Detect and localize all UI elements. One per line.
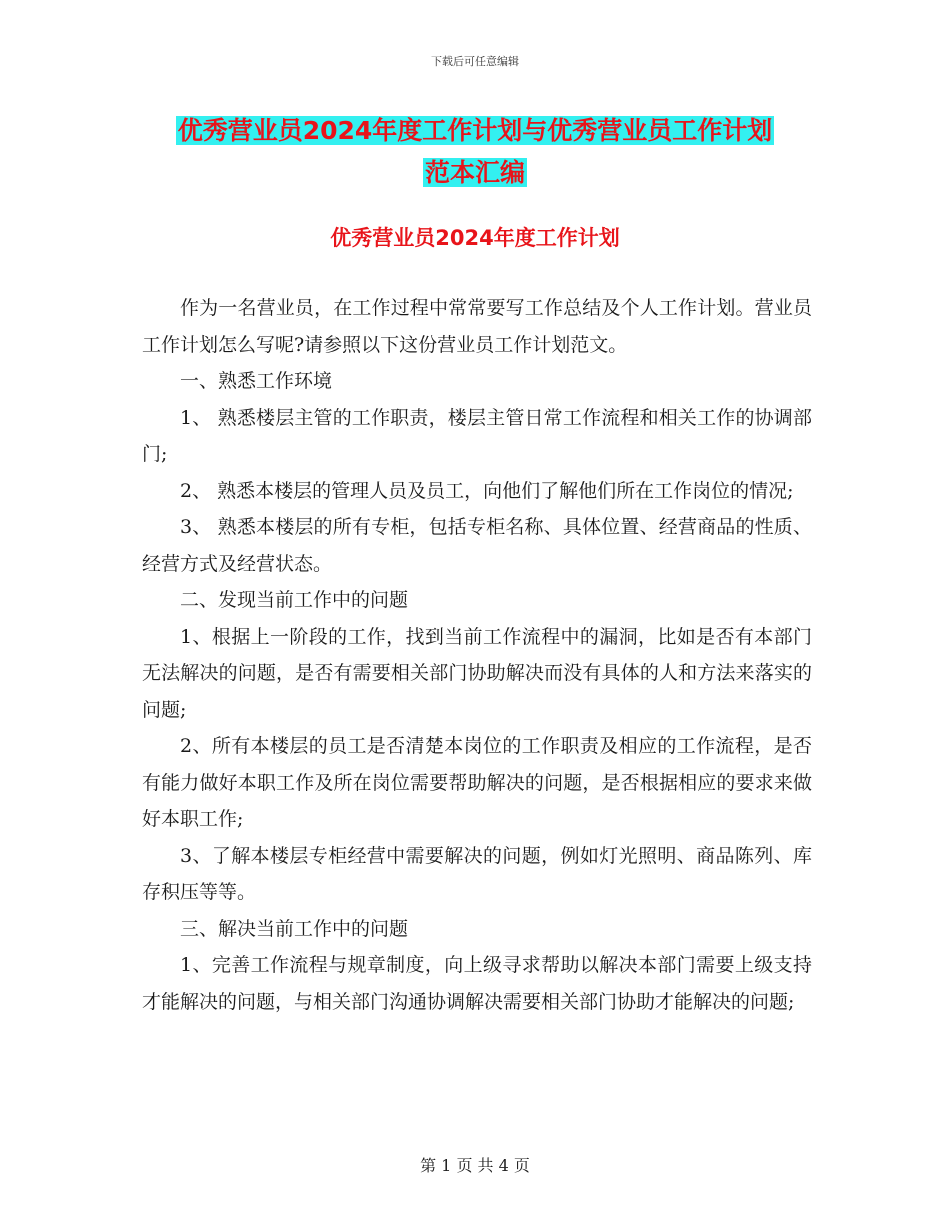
paragraph: 2、 熟悉本楼层的管理人员及员工，向他们了解他们所在工作岗位的情况; — [180, 479, 794, 502]
paragraph: 1、根据上一阶段的工作，找到当前工作流程中的漏洞，比如是否有本部门无法解决的问题，是否有需要相关部门协助解决而没有具体的人和方法来落实的问题; — [142, 625, 812, 721]
page-number-footer: 第 1 页 共 4 页 — [420, 1156, 530, 1175]
paragraph: 三、解决当前工作中的问题 — [180, 917, 409, 940]
document-title — [0, 110, 950, 194]
paragraph: 1、 熟悉楼层主管的工作职责，楼层主管日常工作流程和相关工作的协调部门; — [142, 406, 812, 465]
paragraph: 一、熟悉工作环境 — [180, 370, 333, 392]
page-header-note: 下载后可任意编辑 — [431, 55, 519, 68]
paragraph: 作为一名营业员，在工作过程中常常要写工作总结及个人工作计划。营业员工作计划怎么写呢?请参照以下这份营业员工作计划范文。 — [142, 297, 812, 356]
paragraph: 2、所有本楼层的员工是否清楚本岗位的工作职责及相应的工作流程，是否有能力做好本职工作及所在岗位需要帮助解决的问题，是否根据相应的要求来做好本职工作; — [142, 735, 812, 830]
paragraph: 3、 熟悉本楼层的所有专柜，包括专柜名称、具体位置、经营商品的性质、经营方式及经营状态。 — [142, 516, 812, 575]
section-title: 优秀营业员2024年度工作计划 — [330, 226, 620, 250]
document-body — [142, 290, 812, 1020]
document-title-line-1: 优秀营业员2024年度工作计划与优秀营业员工作计划 — [177, 116, 773, 145]
paragraph: 1、完善工作流程与规章制度，向上级寻求帮助以解决本部门需要上级支持才能解决的问题，与相关部门沟通协调解决需要相关部门协助才能解决的问题; — [142, 954, 812, 1013]
paragraph: 3、了解本楼层专柜经营中需要解决的问题，例如灯光照明、商品陈列、库存积压等等。 — [142, 844, 812, 903]
document-title-line-2: 范本汇编 — [424, 158, 525, 187]
paragraph: 二、发现当前工作中的问题 — [180, 589, 409, 611]
